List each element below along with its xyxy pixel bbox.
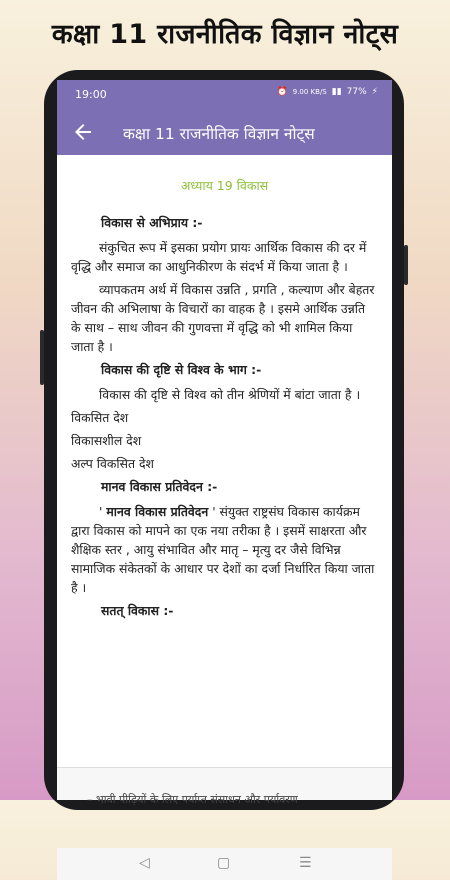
- signal-icon: ▮▮: [331, 87, 342, 97]
- notes-content[interactable]: [57, 155, 392, 767]
- battery-level: 77%: [346, 87, 367, 97]
- peek-text: – भावी पीढ़ियों के लिए पर्याप्त संसाधन और पर्यावरण: [87, 793, 298, 806]
- list-item: विकासशील देश: [71, 433, 142, 448]
- quote-open: ': [99, 504, 107, 519]
- nav-back-icon[interactable]: ◁: [139, 855, 150, 871]
- paragraph-text: ' संयुक्त राष्ट्रसंघ विकास कार्यक्रम द्वारा विकास को मापने का एक नया तरीका है । इसमें साक्षरता और शैक्षिक स्तर , आयु संभावित और मातृ – मृत्यु दर जैसे विभिन्न सामाजिक संकेतकों के आधार पर देशों का दर्जा निर्धारित किया जाता है ।: [71, 504, 375, 595]
- alarm-icon: ⏰: [276, 87, 288, 97]
- section-heading: मानव विकास प्रतिवेदन :-: [101, 479, 218, 494]
- phone-volume-button: [404, 245, 408, 285]
- list-item: अल्प विकसित देश: [71, 456, 154, 471]
- bottom-peek: [57, 768, 392, 806]
- charging-icon: ⚡: [371, 87, 378, 97]
- nav-home-icon[interactable]: ▢: [217, 855, 231, 871]
- section-heading: विकास से अभिप्राय :-: [101, 215, 203, 230]
- paragraph: संकुचित रूप में इसका प्रयोग प्रायः आर्थिक विकास की दर में वृद्धि और समाज का आधुनिकीरण के संदर्भ में किया जाता है ।: [71, 240, 367, 274]
- list-item: विकसित देश: [71, 410, 129, 425]
- app-bar: [57, 109, 392, 155]
- status-icons: [277, 87, 378, 97]
- bold-term: मानव विकास प्रतिवेदन: [106, 504, 209, 519]
- paragraph: व्यापकतम अर्थ में विकास उन्नति , प्रगति , कल्याण और बेहतर जीवन की अभिलाषा के विचारों का वाहक है । इसमे आर्थिक उन्नति के साथ – साथ जीवन की गुणवत्ता में वृद्धि को भी शामिल किया जाता है ।: [71, 282, 375, 354]
- nav-recents-icon[interactable]: ☰: [299, 855, 312, 871]
- app-bar-title: कक्षा 11 राजनीतिक विज्ञान नोट्स: [123, 125, 315, 143]
- section-heading: विकास की दृष्टि से विश्व के भाग :-: [101, 362, 262, 377]
- phone-side-button: [40, 330, 44, 385]
- chapter-title: अध्याय 19 विकास: [180, 178, 269, 193]
- status-bar: [57, 80, 392, 109]
- promo-title: कक्षा 11 राजनीतिक विज्ञान नोट्स: [51, 19, 399, 50]
- paragraph: [71, 502, 378, 597]
- paragraph: विकास की दृष्टि से विश्व को तीन श्रेणियों में बांटा जाता है ।: [99, 387, 361, 402]
- network-speed: 9.00 KB/S: [292, 88, 327, 96]
- arrow-left-icon[interactable]: [71, 120, 95, 144]
- system-nav-bar: [57, 848, 392, 880]
- section-heading: सतत् विकास :-: [101, 603, 174, 618]
- app-screen: [57, 80, 392, 871]
- status-time: 19:00: [75, 88, 107, 101]
